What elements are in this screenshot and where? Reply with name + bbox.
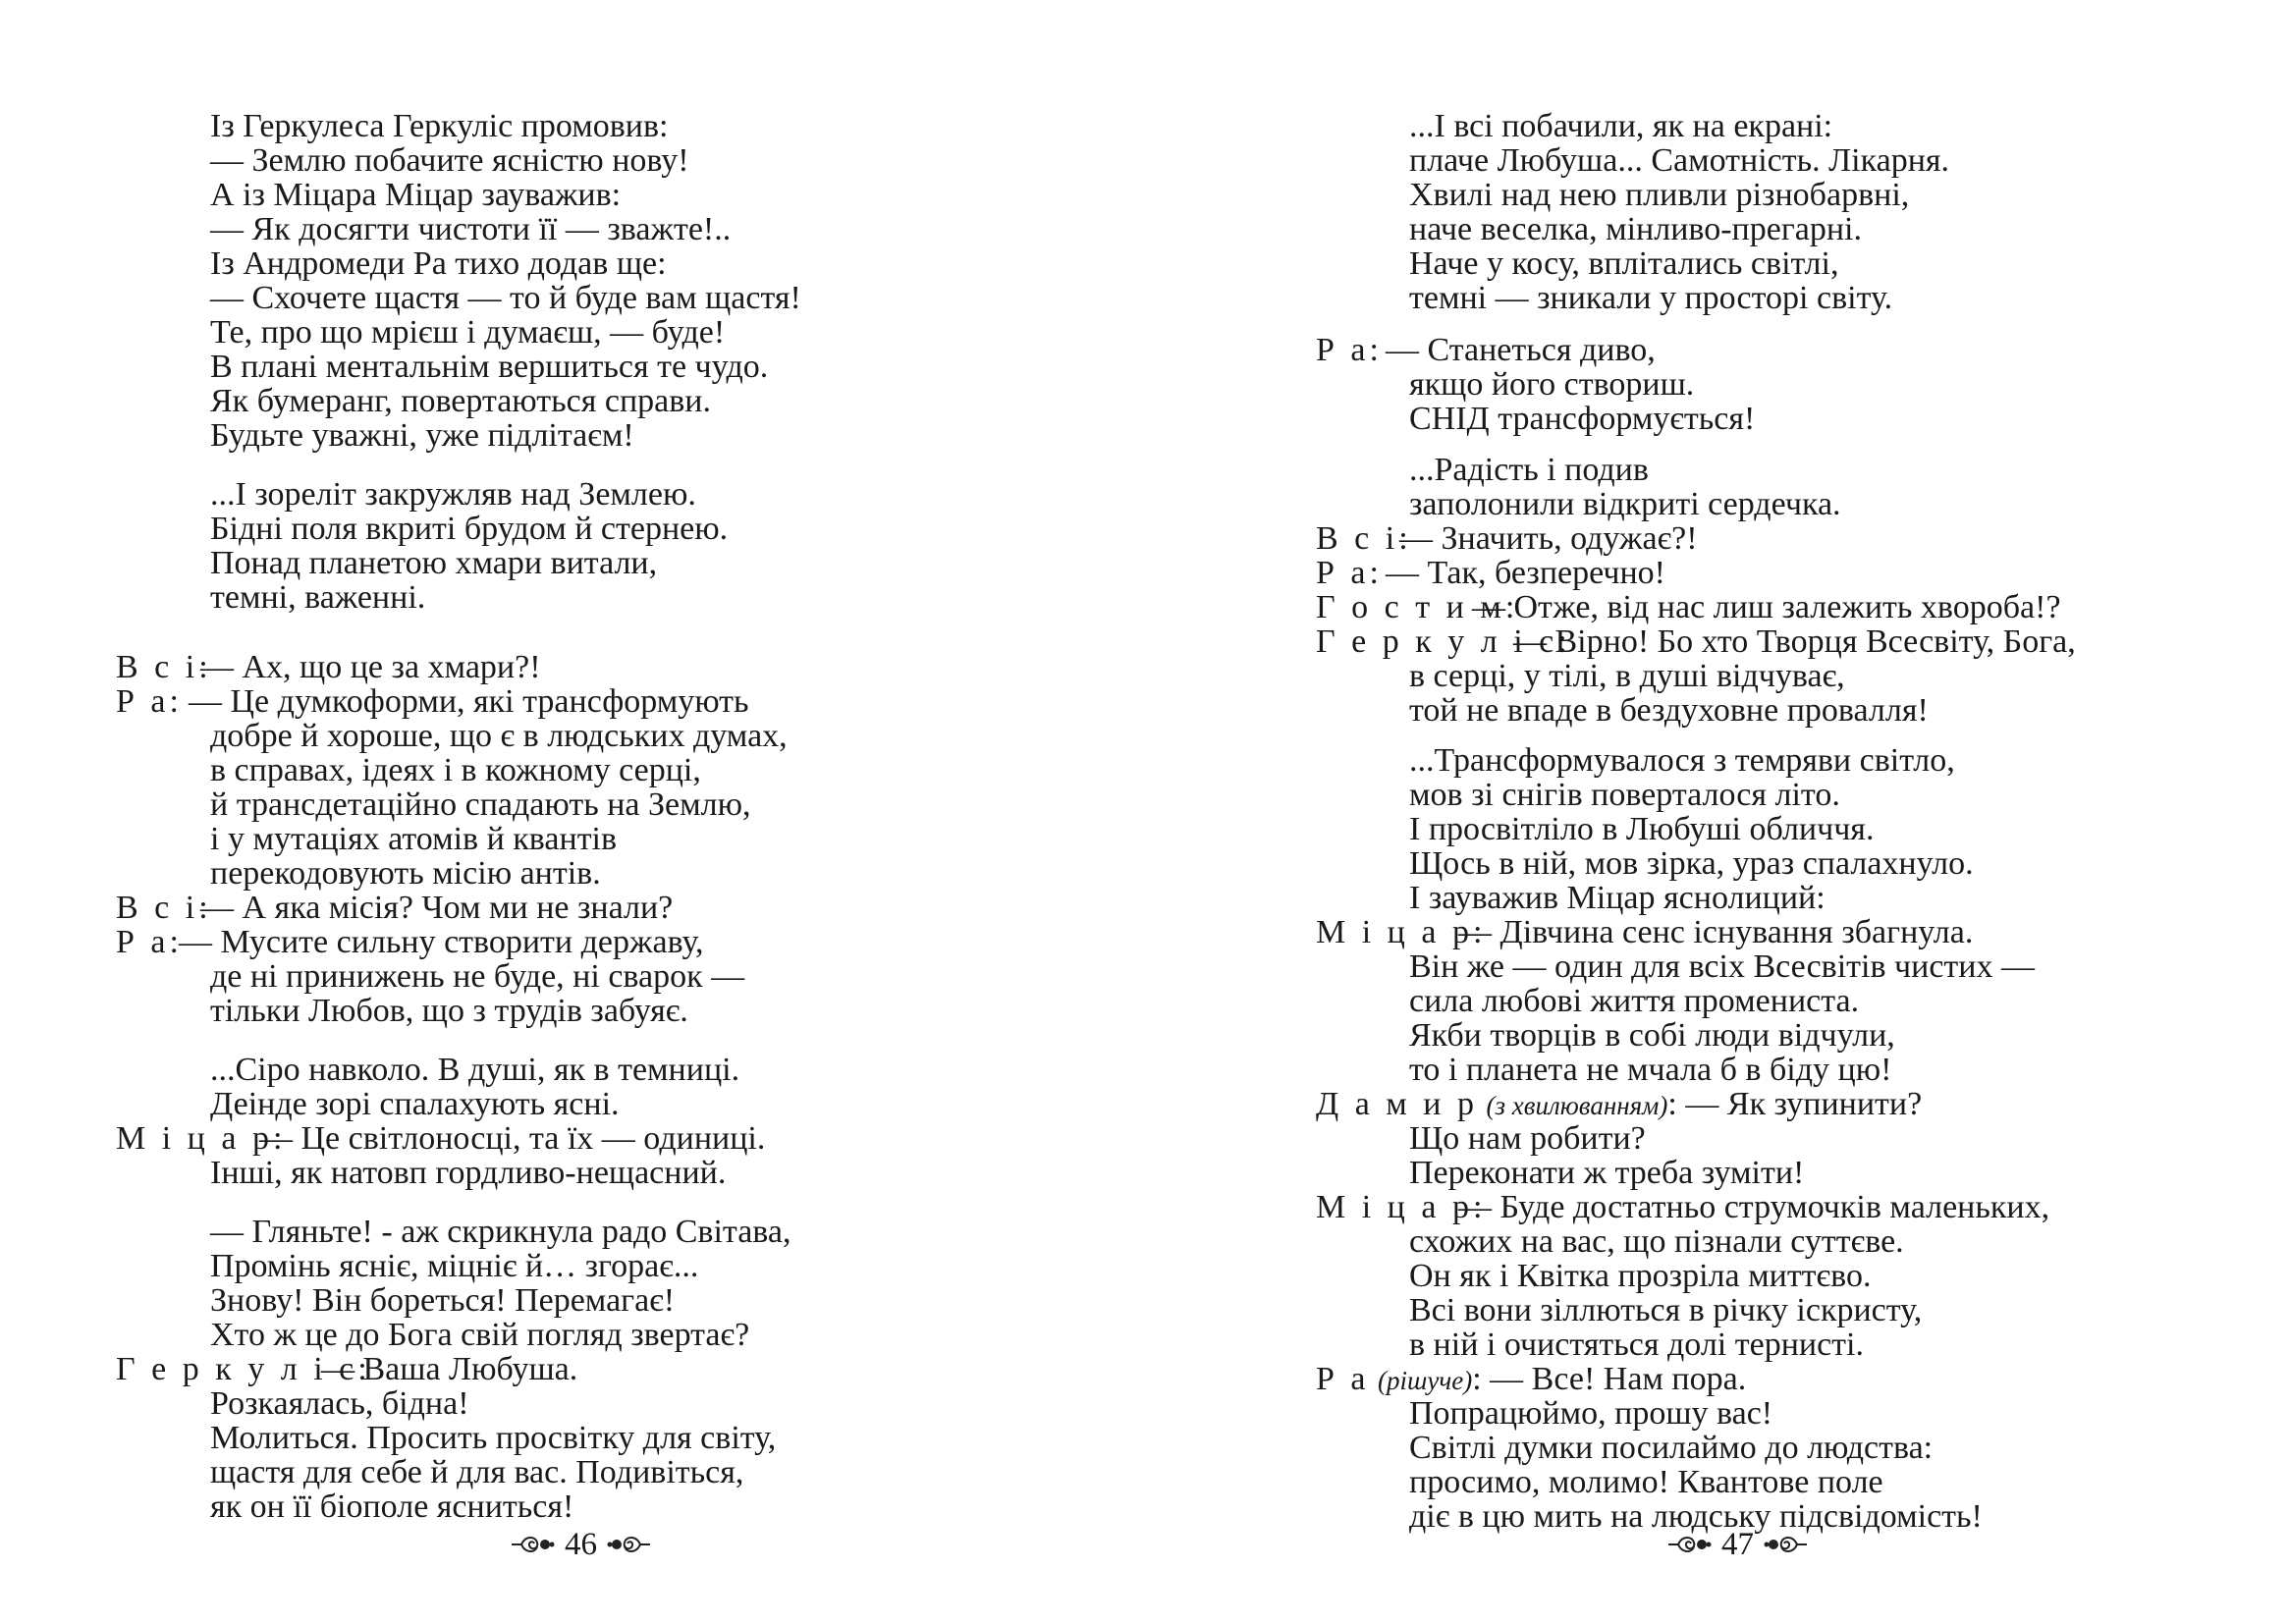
verse-line: сила любові життя промениста. — [1409, 983, 1860, 1019]
verse-line: в серці, у тілі, в душі відчуває, — [1409, 658, 1845, 694]
verse-line: А із Міцара Міцар зауважив: — [210, 177, 622, 213]
verse-line: — Ах, що це за хмари?! — [200, 649, 541, 685]
verse-line: Попрацюймо, прошу вас! — [1409, 1395, 1773, 1432]
verse-line: Знову! Він бореться! Перемагає! — [210, 1282, 676, 1319]
verse-line: Всі вони зіллються в річку іскристу, — [1409, 1292, 1923, 1328]
verse-line: тільки Любов, що з трудів забуяє. — [210, 993, 688, 1029]
verse-line: : — Все! Нам пора. — [1472, 1361, 1747, 1397]
page-number-footer — [510, 1525, 652, 1564]
speaker-label: М і ц а р: — [1316, 914, 1487, 950]
verse-line: темні, важенні. — [210, 579, 426, 616]
verse-line: в справах, ідеях і в кожному серці, — [210, 752, 701, 788]
floral-scroll-ornament-icon — [607, 1532, 652, 1557]
verse-line: — Схочете щастя — то й буде вам щастя! — [210, 280, 801, 316]
verse-line: заполонили відкриті сердечка. — [1409, 486, 1841, 522]
verse-line: Бідні поля вкриті брудом й стернею. — [210, 511, 729, 547]
speaker-label: М і ц а р: — [116, 1120, 287, 1157]
verse-line: : — Як зупинити? — [1667, 1086, 1923, 1122]
verse-line: — Це світлоносці, та їх — одиниці. — [259, 1120, 766, 1157]
verse-line: добре й хороше, що є в людських думах, — [210, 718, 788, 754]
verse-line: — Це думкоформи, які трансформують — [189, 683, 749, 720]
verse-line: ...Сіро навколо. В душі, як в темниці. — [210, 1052, 740, 1088]
stage-direction: (рішуче) — [1378, 1366, 1473, 1395]
verse-line: то і планета не мчала б в біду цю! — [1409, 1052, 1892, 1088]
verse-line: — Вірно! Бо хто Творця Всесвіту, Бога, — [1513, 623, 2076, 660]
verse-line: ...Радість і подив — [1409, 452, 1649, 488]
speaker-label: Р а: — [116, 924, 183, 960]
page-number: 47 — [1721, 1527, 1754, 1562]
verse-line: Хто ж це до Бога свій погляд звертає? — [210, 1317, 750, 1353]
verse-line: Переконати ж треба зуміти! — [1409, 1155, 1805, 1191]
verse-line: — Отже, від нас лиш залежить хвороба!? — [1472, 589, 2061, 625]
verse-line: той не впаде в бездуховне провалля! — [1409, 692, 1929, 729]
verse-line: — Дівчина сенс існування збагнула. — [1458, 914, 1974, 950]
verse-line: схожих на вас, що пізнали суттєве. — [1409, 1223, 1904, 1260]
speaker-label: Д а м и р — [1316, 1086, 1478, 1122]
verse-line: плаче Любуша... Самотність. Лікарня. — [1409, 142, 1950, 179]
verse-line: — Так, безперечно! — [1386, 555, 1665, 591]
verse-line: ...І всі побачили, як на екрані: — [1409, 108, 1833, 144]
speaker-label: В с і: — [1316, 520, 1412, 557]
verse-line: ...Трансформувалося з темряви світло, — [1409, 742, 1955, 779]
floral-scroll-ornament-icon — [1666, 1532, 1712, 1557]
floral-scroll-ornament-icon — [510, 1532, 555, 1557]
verse-line: якщо його створиш. — [1409, 366, 1695, 403]
verse-line: щастя для себе й для вас. Подивіться, — [210, 1454, 744, 1490]
verse-line: — Буде достатньо струмочків маленьких, — [1458, 1189, 2050, 1225]
verse-line: де ні принижень не буде, ні сварок — — [210, 958, 745, 995]
verse-line: перекодовують місію антів. — [210, 855, 601, 892]
verse-line: В плані ментальнім вершиться те чудо. — [210, 349, 769, 385]
verse-line: І зауважив Міцар яснолиций: — [1409, 880, 1826, 916]
floral-scroll-ornament-icon — [1764, 1532, 1809, 1557]
verse-line: Промінь ясніє, міцніє й… згорає... — [210, 1248, 699, 1284]
verse-line: Наче у косу, вплітались світлі, — [1409, 245, 1839, 282]
speaker-label: В с і: — [116, 890, 212, 926]
verse-line: Із Геркулеса Геркуліс промовив: — [210, 108, 669, 144]
verse-line: — Гляньте! - аж скрикнула радо Світава, — [210, 1214, 791, 1250]
verse-line: — Мусите сильну створити державу, — [179, 924, 704, 960]
speaker-line — [1316, 1363, 1746, 1397]
verse-line: Молиться. Просить просвітку для світу, — [210, 1420, 777, 1456]
speaker-label: Р а: — [1316, 555, 1383, 591]
verse-line: Інші, як натовп гордливо-нещасний. — [210, 1155, 727, 1191]
verse-line: Понад планетою хмари витали, — [210, 545, 658, 581]
speaker-label: Г е р к у л і с: — [1316, 623, 1571, 660]
speaker-label: Г е р к у л і с: — [116, 1351, 371, 1387]
verse-line: Хвилі над нею пливли різнобарвні, — [1409, 177, 1910, 213]
verse-line: Щось в ній, мов зірка, ураз спалахнуло. — [1409, 845, 1974, 882]
speaker-line — [1316, 1088, 1922, 1122]
speaker-label: М і ц а р: — [1316, 1189, 1487, 1225]
verse-line: темні — зникали у просторі світу. — [1409, 280, 1893, 316]
verse-line: — Як досягти чистоти її — зважте!.. — [210, 211, 732, 247]
verse-line: Будьте уважні, уже підлітаєм! — [210, 417, 634, 454]
verse-line: — Станеться диво, — [1386, 332, 1656, 368]
verse-line: Розкаялась, бідна! — [210, 1385, 469, 1422]
verse-line: Із Андромеди Ра тихо додав ще: — [210, 245, 667, 282]
verse-line: Що нам робити? — [1409, 1120, 1646, 1157]
verse-line: Он як і Квітка прозріла миттєво. — [1409, 1258, 1872, 1294]
verse-line: Те, про що мрієш і думаєш, — буде! — [210, 314, 726, 351]
verse-line: Якби творців в собі люди відчули, — [1409, 1017, 1895, 1054]
page-number-footer — [1666, 1525, 1809, 1564]
verse-line: І просвітліло в Любуші обличчя. — [1409, 811, 1875, 847]
verse-line: Як бумеранг, повертаються справи. — [210, 383, 711, 419]
speaker-label: Г о с т и м: — [1316, 589, 1519, 625]
verse-line: діє в цю мить на людську підсвідомість! — [1409, 1498, 1983, 1535]
verse-line: Він же — один для всіх Всесвітів чистих — — [1409, 948, 2035, 985]
speaker-label: Р а: — [1316, 332, 1383, 368]
verse-line: — Землю побачите ясністю нову! — [210, 142, 689, 179]
speaker-label: В с і: — [116, 649, 212, 685]
speaker-label: Р а: — [116, 683, 183, 720]
right-page — [1144, 0, 2289, 1624]
verse-line: ...І зореліт закружляв над Землею. — [210, 476, 696, 513]
left-page — [0, 0, 1144, 1624]
speaker-label: Р а — [1316, 1361, 1370, 1397]
verse-line: і у мутаціях атомів й квантів — [210, 821, 618, 857]
verse-line: СНІД трансформується! — [1409, 401, 1756, 437]
verse-line: Світлі думки посилаймо до людства: — [1409, 1430, 1934, 1466]
verse-line: — А яка місія? Чом ми не знали? — [200, 890, 674, 926]
verse-line: — Значить, одужає?! — [1399, 520, 1698, 557]
page-number: 46 — [565, 1527, 597, 1562]
verse-line: наче веселка, мінливо-прегарні. — [1409, 211, 1862, 247]
verse-line: просимо, молимо! Квантове поле — [1409, 1464, 1883, 1500]
verse-line: в ній і очистяться долі тернисті. — [1409, 1326, 1864, 1363]
verse-line: як он її біополе ясниться! — [210, 1489, 574, 1525]
verse-line: — Ваша Любуша. — [321, 1351, 578, 1387]
verse-line: Деінде зорі спалахують ясні. — [210, 1086, 620, 1122]
verse-line: мов зі снігів поверталося літо. — [1409, 777, 1840, 813]
stage-direction: (з хвилюванням) — [1486, 1091, 1668, 1120]
verse-line: й трансдетаційно спадають на Землю, — [210, 786, 751, 823]
